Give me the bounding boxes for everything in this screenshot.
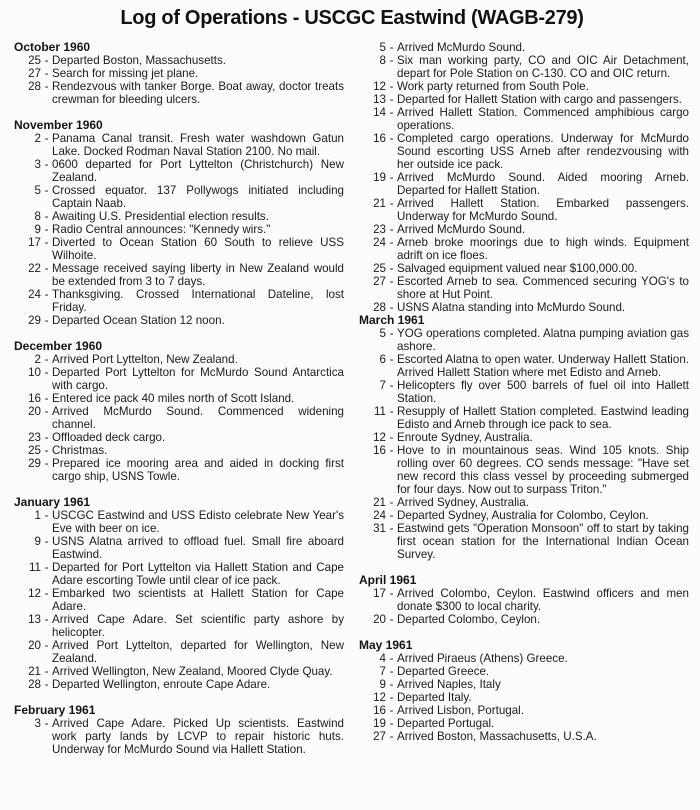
entry-day: 28	[373, 301, 386, 314]
entry-day: 8	[379, 54, 386, 67]
entry-day: 24	[373, 509, 386, 522]
entry-text: Arrived McMurdo Sound. Commenced widening channel.	[52, 405, 344, 431]
entry-text: Arneb broke moorings due to high winds. Equipment adrift on ice floes.	[397, 236, 689, 262]
entry-separator: -	[389, 496, 394, 509]
month-section	[14, 496, 345, 691]
month-heading: February 1961	[14, 703, 96, 717]
entry-day: 23	[28, 431, 41, 444]
entry-text: Radio Central announces: "Kennedy wirs."	[52, 223, 271, 236]
month-section	[14, 41, 345, 106]
entry-text: Arrived Port Lyttelton, departed for Wellington, New Zealand.	[52, 639, 344, 665]
log-entry	[359, 730, 690, 743]
log-entry	[14, 639, 345, 665]
entry-day: 29	[28, 314, 41, 327]
entry-separator: -	[44, 392, 49, 405]
entry-separator: -	[389, 132, 394, 145]
entry-separator: -	[44, 314, 49, 327]
entry-separator: -	[44, 717, 49, 730]
entry-day: 3	[34, 158, 41, 171]
log-entry	[14, 223, 345, 236]
entry-day: 2	[34, 353, 41, 366]
entry-day: 8	[34, 210, 41, 223]
entry-separator: -	[44, 613, 49, 626]
entry-day: 5	[379, 327, 386, 340]
entry-separator: -	[389, 353, 394, 366]
entry-separator: -	[44, 444, 49, 457]
entry-text: Arrived Colombo, Ceylon. Eastwind officers and men donate $300 to local charity.	[397, 587, 689, 613]
entry-text: Departed Sydney, Australia for Colombo, Ceylon.	[397, 509, 649, 522]
entry-day: 11	[28, 561, 41, 574]
log-entry	[14, 431, 345, 444]
left-column	[14, 41, 345, 756]
entry-text: Arrived Boston, Massachusetts, U.S.A.	[397, 730, 597, 743]
entry-day: 19	[373, 171, 386, 184]
entry-separator: -	[44, 587, 49, 600]
entry-separator: -	[389, 41, 394, 54]
entry-text: Rendezvous with tanker Borge. Boat away, doctor treats crewman for bleeding ulcers.	[52, 80, 344, 106]
entry-text: Departed for Hallett Station with cargo and passengers.	[397, 93, 682, 106]
log-entry	[14, 613, 345, 639]
entry-day: 10	[28, 366, 41, 379]
entry-day: 12	[373, 431, 386, 444]
entry-separator: -	[389, 431, 394, 444]
entry-day: 20	[373, 613, 386, 626]
log-entry	[14, 561, 345, 587]
entry-separator: -	[389, 93, 394, 106]
month-heading: March 1961	[359, 313, 425, 327]
log-entry	[14, 67, 345, 80]
entry-day: 14	[373, 106, 386, 119]
entry-text: Christmas.	[52, 444, 108, 457]
entry-day: 9	[34, 223, 41, 236]
entry-text: Departed Colombo, Ceylon.	[397, 613, 541, 626]
entry-text: Arrived Piraeus (Athens) Greece.	[397, 652, 568, 665]
entry-separator: -	[44, 561, 49, 574]
entry-day: 28	[28, 678, 41, 691]
entry-separator: -	[389, 275, 394, 288]
log-entry	[359, 665, 690, 678]
entry-separator: -	[44, 54, 49, 67]
entry-separator: -	[389, 327, 394, 340]
entry-separator: -	[389, 444, 394, 457]
entry-text: Arrived Cape Adare. Set scientific party ashore by helicopter.	[52, 613, 344, 639]
entry-separator: -	[44, 210, 49, 223]
entry-separator: -	[389, 106, 394, 119]
log-entry	[359, 509, 690, 522]
entry-day: 17	[373, 587, 386, 600]
entry-text: Arrived McMurdo Sound.	[397, 223, 526, 236]
log-entry	[359, 613, 690, 626]
log-entry	[359, 717, 690, 730]
entry-day: 11	[373, 405, 386, 418]
entry-text: Arrived Lisbon, Portugal.	[397, 704, 524, 717]
entry-separator: -	[44, 405, 49, 418]
entry-text: USNS Alatna standing into McMurdo Sound.	[397, 301, 626, 314]
entry-separator: -	[44, 80, 49, 93]
log-entry	[14, 54, 345, 67]
entry-separator: -	[44, 236, 49, 249]
entry-text: Completed cargo operations. Underway for McMurdo Sound escorting USS Arneb after rendezvousing with her outside ice pack.	[397, 132, 689, 171]
log-entry	[14, 678, 345, 691]
log-entry	[14, 665, 345, 678]
log-entry	[359, 327, 690, 353]
entry-separator: -	[44, 639, 49, 652]
entry-day: 5	[34, 184, 41, 197]
entry-separator: -	[389, 405, 394, 418]
log-entry	[14, 184, 345, 210]
log-entry	[359, 132, 690, 171]
entry-separator: -	[389, 262, 394, 275]
log-entry	[14, 405, 345, 431]
log-entry	[14, 288, 345, 314]
entry-separator: -	[389, 730, 394, 743]
entry-separator: -	[389, 717, 394, 730]
entry-separator: -	[389, 522, 394, 535]
log-entry	[359, 262, 690, 275]
entry-day: 4	[379, 652, 386, 665]
entry-text: Arrived Hallett Station. Commenced amphibious cargo operations.	[397, 106, 689, 132]
entry-text: Thanksgiving. Crossed International Dateline, lost Friday.	[52, 288, 344, 314]
log-entry	[359, 353, 690, 379]
entry-day: 12	[373, 80, 386, 93]
entry-text: Message received saying liberty in New Zealand would be extended from 3 to 7 days.	[52, 262, 344, 288]
entry-separator: -	[44, 262, 49, 275]
entry-text: Departed Wellington, enroute Cape Adare.	[52, 678, 271, 691]
entry-text: Salvaged equipment valued near $100,000.00.	[397, 262, 638, 275]
month-section	[14, 340, 345, 483]
entry-text: Embarked two scientists at Hallett Station for Cape Adare.	[52, 587, 344, 613]
entry-separator: -	[389, 665, 394, 678]
entry-day: 13	[373, 93, 386, 106]
entry-separator: -	[389, 509, 394, 522]
month-heading: December 1960	[14, 339, 103, 353]
entry-day: 2	[34, 132, 41, 145]
log-entry	[359, 405, 690, 431]
entry-text: Departed Ocean Station 12 noon.	[52, 314, 225, 327]
entry-text: YOG operations completed. Alatna pumping aviation gas ashore.	[397, 327, 689, 353]
month-section	[14, 704, 345, 756]
entry-separator: -	[44, 431, 49, 444]
entry-separator: -	[389, 652, 394, 665]
log-entry	[14, 210, 345, 223]
entry-text: Departed Italy.	[397, 691, 472, 704]
month-section	[14, 119, 345, 327]
entry-day: 9	[34, 535, 41, 548]
entry-separator: -	[44, 665, 49, 678]
month-section	[359, 41, 690, 314]
entry-text: Entered ice pack 40 miles north of Scott Island.	[52, 392, 295, 405]
entry-day: 7	[379, 379, 386, 392]
log-entry	[359, 197, 690, 223]
entry-separator: -	[44, 67, 49, 80]
entry-text: Work party returned from South Pole.	[397, 80, 589, 93]
month-section	[359, 314, 690, 561]
entry-day: 7	[379, 665, 386, 678]
log-entry	[359, 80, 690, 93]
entry-separator: -	[389, 236, 394, 249]
entry-separator: -	[389, 613, 394, 626]
entry-text: Enroute Sydney, Australia.	[397, 431, 533, 444]
month-heading: October 1960	[14, 40, 91, 54]
log-entry	[359, 171, 690, 197]
entry-text: Panama Canal transit. Fresh water washdown Gatun Lake. Docked Rodman Naval Station 2100. No mail.	[52, 132, 344, 158]
entry-separator: -	[389, 54, 394, 67]
log-entry	[359, 93, 690, 106]
entry-text: Eastwind gets "Operation Monsoon" off to start by taking first ocean station for the International Indian Ocean Survey.	[397, 522, 689, 561]
log-entry	[14, 509, 345, 535]
entry-separator: -	[44, 353, 49, 366]
log-entry	[14, 158, 345, 184]
entry-separator: -	[44, 223, 49, 236]
entry-day: 25	[373, 262, 386, 275]
entry-day: 23	[373, 223, 386, 236]
entry-day: 16	[373, 704, 386, 717]
entry-text: Prepared ice mooring area and aided in docking first cargo ship, USNS Towle.	[52, 457, 344, 483]
entry-separator: -	[44, 366, 49, 379]
entry-text: Escorted Alatna to open water. Underway Hallett Station. Arrived Hallett Station where met Edisto and Arneb.	[397, 353, 689, 379]
entry-text: Offloaded deck cargo.	[52, 431, 166, 444]
log-entry	[359, 444, 690, 496]
entry-text: Hove to in mountainous seas. Wind 105 knots. Ship rolling over 60 degrees. CO sends message: "Have set new record this class vessel by proceeding submerged for four days. Now out to surpass Triton."	[397, 444, 689, 496]
entry-day: 3	[34, 717, 41, 730]
entry-day: 27	[28, 67, 41, 80]
entry-day: 29	[28, 457, 41, 470]
entry-text: Awaiting U.S. Presidential election results.	[52, 210, 269, 223]
entry-separator: -	[389, 587, 394, 600]
log-entry	[359, 431, 690, 444]
entry-text: Departed for Port Lyttelton via Hallett Station and Cape Adare escorting Towle until clear of ice pack.	[52, 561, 344, 587]
month-section	[359, 574, 690, 626]
month-heading: January 1961	[14, 495, 91, 509]
entry-separator: -	[44, 184, 49, 197]
entry-day: 21	[373, 496, 386, 509]
entry-day: 24	[28, 288, 41, 301]
entry-day: 24	[373, 236, 386, 249]
entry-separator: -	[389, 171, 394, 184]
entry-separator: -	[44, 509, 49, 522]
log-entry	[359, 678, 690, 691]
entry-text: Arrived Naples, Italy	[397, 678, 501, 691]
log-entry	[14, 717, 345, 756]
entry-separator: -	[44, 678, 49, 691]
entry-text: Crossed equator. 137 Pollywogs initiated including Captain Naab.	[52, 184, 344, 210]
entry-text: Departed Boston, Massachusetts.	[52, 54, 226, 67]
entry-separator: -	[44, 158, 49, 171]
entry-separator: -	[389, 379, 394, 392]
log-entry	[359, 275, 690, 301]
entry-text: Arrived Hallett Station. Embarked passengers. Underway for McMurdo Sound.	[397, 197, 689, 223]
entry-separator: -	[44, 288, 49, 301]
log-entry	[359, 522, 690, 561]
log-entry	[359, 587, 690, 613]
entry-day: 21	[28, 665, 41, 678]
entry-text: Helicopters fly over 500 barrels of fuel oil into Hallett Station.	[397, 379, 689, 405]
entry-day: 20	[28, 405, 41, 418]
entry-separator: -	[44, 535, 49, 548]
entry-day: 13	[28, 613, 41, 626]
month-heading: November 1960	[14, 118, 103, 132]
entry-separator: -	[389, 704, 394, 717]
entry-day: 20	[28, 639, 41, 652]
entry-day: 27	[373, 275, 386, 288]
entry-text: Arrived Sydney, Australia.	[397, 496, 529, 509]
entry-day: 25	[28, 444, 41, 457]
log-entry	[14, 392, 345, 405]
entry-text: Search for missing jet plane.	[52, 67, 199, 80]
log-entry	[14, 535, 345, 561]
entry-text: Six man working party, CO and OIC Air Detachment, depart for Pole Station on C-130. CO and OIC return.	[397, 54, 689, 80]
page-title: Log of Operations - USCGC Eastwind (WAGB-279)	[120, 7, 584, 29]
log-entry	[359, 704, 690, 717]
entry-text: Departed Portugal.	[397, 717, 495, 730]
entry-separator: -	[389, 223, 394, 236]
log-entry	[359, 41, 690, 54]
entry-text: Departed Greece.	[397, 665, 490, 678]
entry-day: 17	[28, 236, 41, 249]
month-heading: April 1961	[359, 573, 417, 587]
entry-text: Arrived Port Lyttelton, New Zealand.	[52, 353, 238, 366]
log-entry	[359, 106, 690, 132]
month-heading: May 1961	[359, 638, 413, 652]
entry-day: 31	[373, 522, 386, 535]
entry-text: Arrived McMurdo Sound. Aided mooring Arneb. Departed for Hallett Station.	[397, 171, 689, 197]
entry-separator: -	[389, 691, 394, 704]
entry-text: USNS Alatna arrived to offload fuel. Small fire aboard Eastwind.	[52, 535, 344, 561]
entry-separator: -	[44, 457, 49, 470]
log-entry	[14, 587, 345, 613]
log-entry	[359, 691, 690, 704]
entry-day: 16	[373, 444, 386, 457]
entry-day: 12	[28, 587, 41, 600]
log-entry	[14, 132, 345, 158]
entry-separator: -	[389, 678, 394, 691]
entry-text: Arrived McMurdo Sound.	[397, 41, 526, 54]
entry-day: 22	[28, 262, 41, 275]
entry-day: 9	[379, 678, 386, 691]
entry-text: Arrived Wellington, New Zealand, Moored Clyde Quay.	[52, 665, 333, 678]
log-entry	[14, 262, 345, 288]
entry-separator: -	[389, 80, 394, 93]
log-entry	[359, 54, 690, 80]
log-entry	[14, 353, 345, 366]
entry-day: 16	[373, 132, 386, 145]
entry-day: 12	[373, 691, 386, 704]
entry-text: USCGC Eastwind and USS Edisto celebrate New Year's Eve with beer on ice.	[52, 509, 344, 535]
log-entry	[359, 496, 690, 509]
entry-day: 1	[34, 509, 41, 522]
entry-text: Departed Port Lyttelton for McMurdo Sound Antarctica with cargo.	[52, 366, 344, 392]
entry-separator: -	[389, 301, 394, 314]
log-entry	[359, 652, 690, 665]
entry-day: 6	[379, 353, 386, 366]
month-section	[359, 639, 690, 743]
log-entry	[14, 366, 345, 392]
entry-day: 19	[373, 717, 386, 730]
entry-text: Arrived Cape Adare. Picked Up scientists. Eastwind work party lands by LCVP to repair historic huts. Underway for McMurdo Sound via Hallett Station.	[52, 717, 344, 756]
entry-separator: -	[44, 132, 49, 145]
entry-text: Escorted Arneb to sea. Commenced securing YOG's to shore at Hut Point.	[397, 275, 689, 301]
entry-text: 0600 departed for Port Lyttelton (Christchurch) New Zealand.	[52, 158, 344, 184]
log-entry	[359, 379, 690, 405]
log-entry	[14, 314, 345, 327]
entry-day: 16	[28, 392, 41, 405]
entry-text: Resupply of Hallett Station completed. Eastwind leading Edisto and Arneb through ice pack to sea.	[397, 405, 689, 431]
entry-text: Diverted to Ocean Station 60 South to relieve USS Wilhoite.	[52, 236, 344, 262]
entry-day: 5	[379, 41, 386, 54]
log-entry	[14, 236, 345, 262]
entry-day: 21	[373, 197, 386, 210]
entry-day: 25	[28, 54, 41, 67]
entry-day: 28	[28, 80, 41, 93]
log-entry	[359, 223, 690, 236]
log-entry	[14, 444, 345, 457]
log-entry	[359, 236, 690, 262]
two-column-layout	[14, 41, 690, 756]
entry-day: 27	[373, 730, 386, 743]
right-column	[359, 41, 690, 756]
entry-separator: -	[389, 197, 394, 210]
log-entry	[14, 80, 345, 106]
log-entry	[14, 457, 345, 483]
